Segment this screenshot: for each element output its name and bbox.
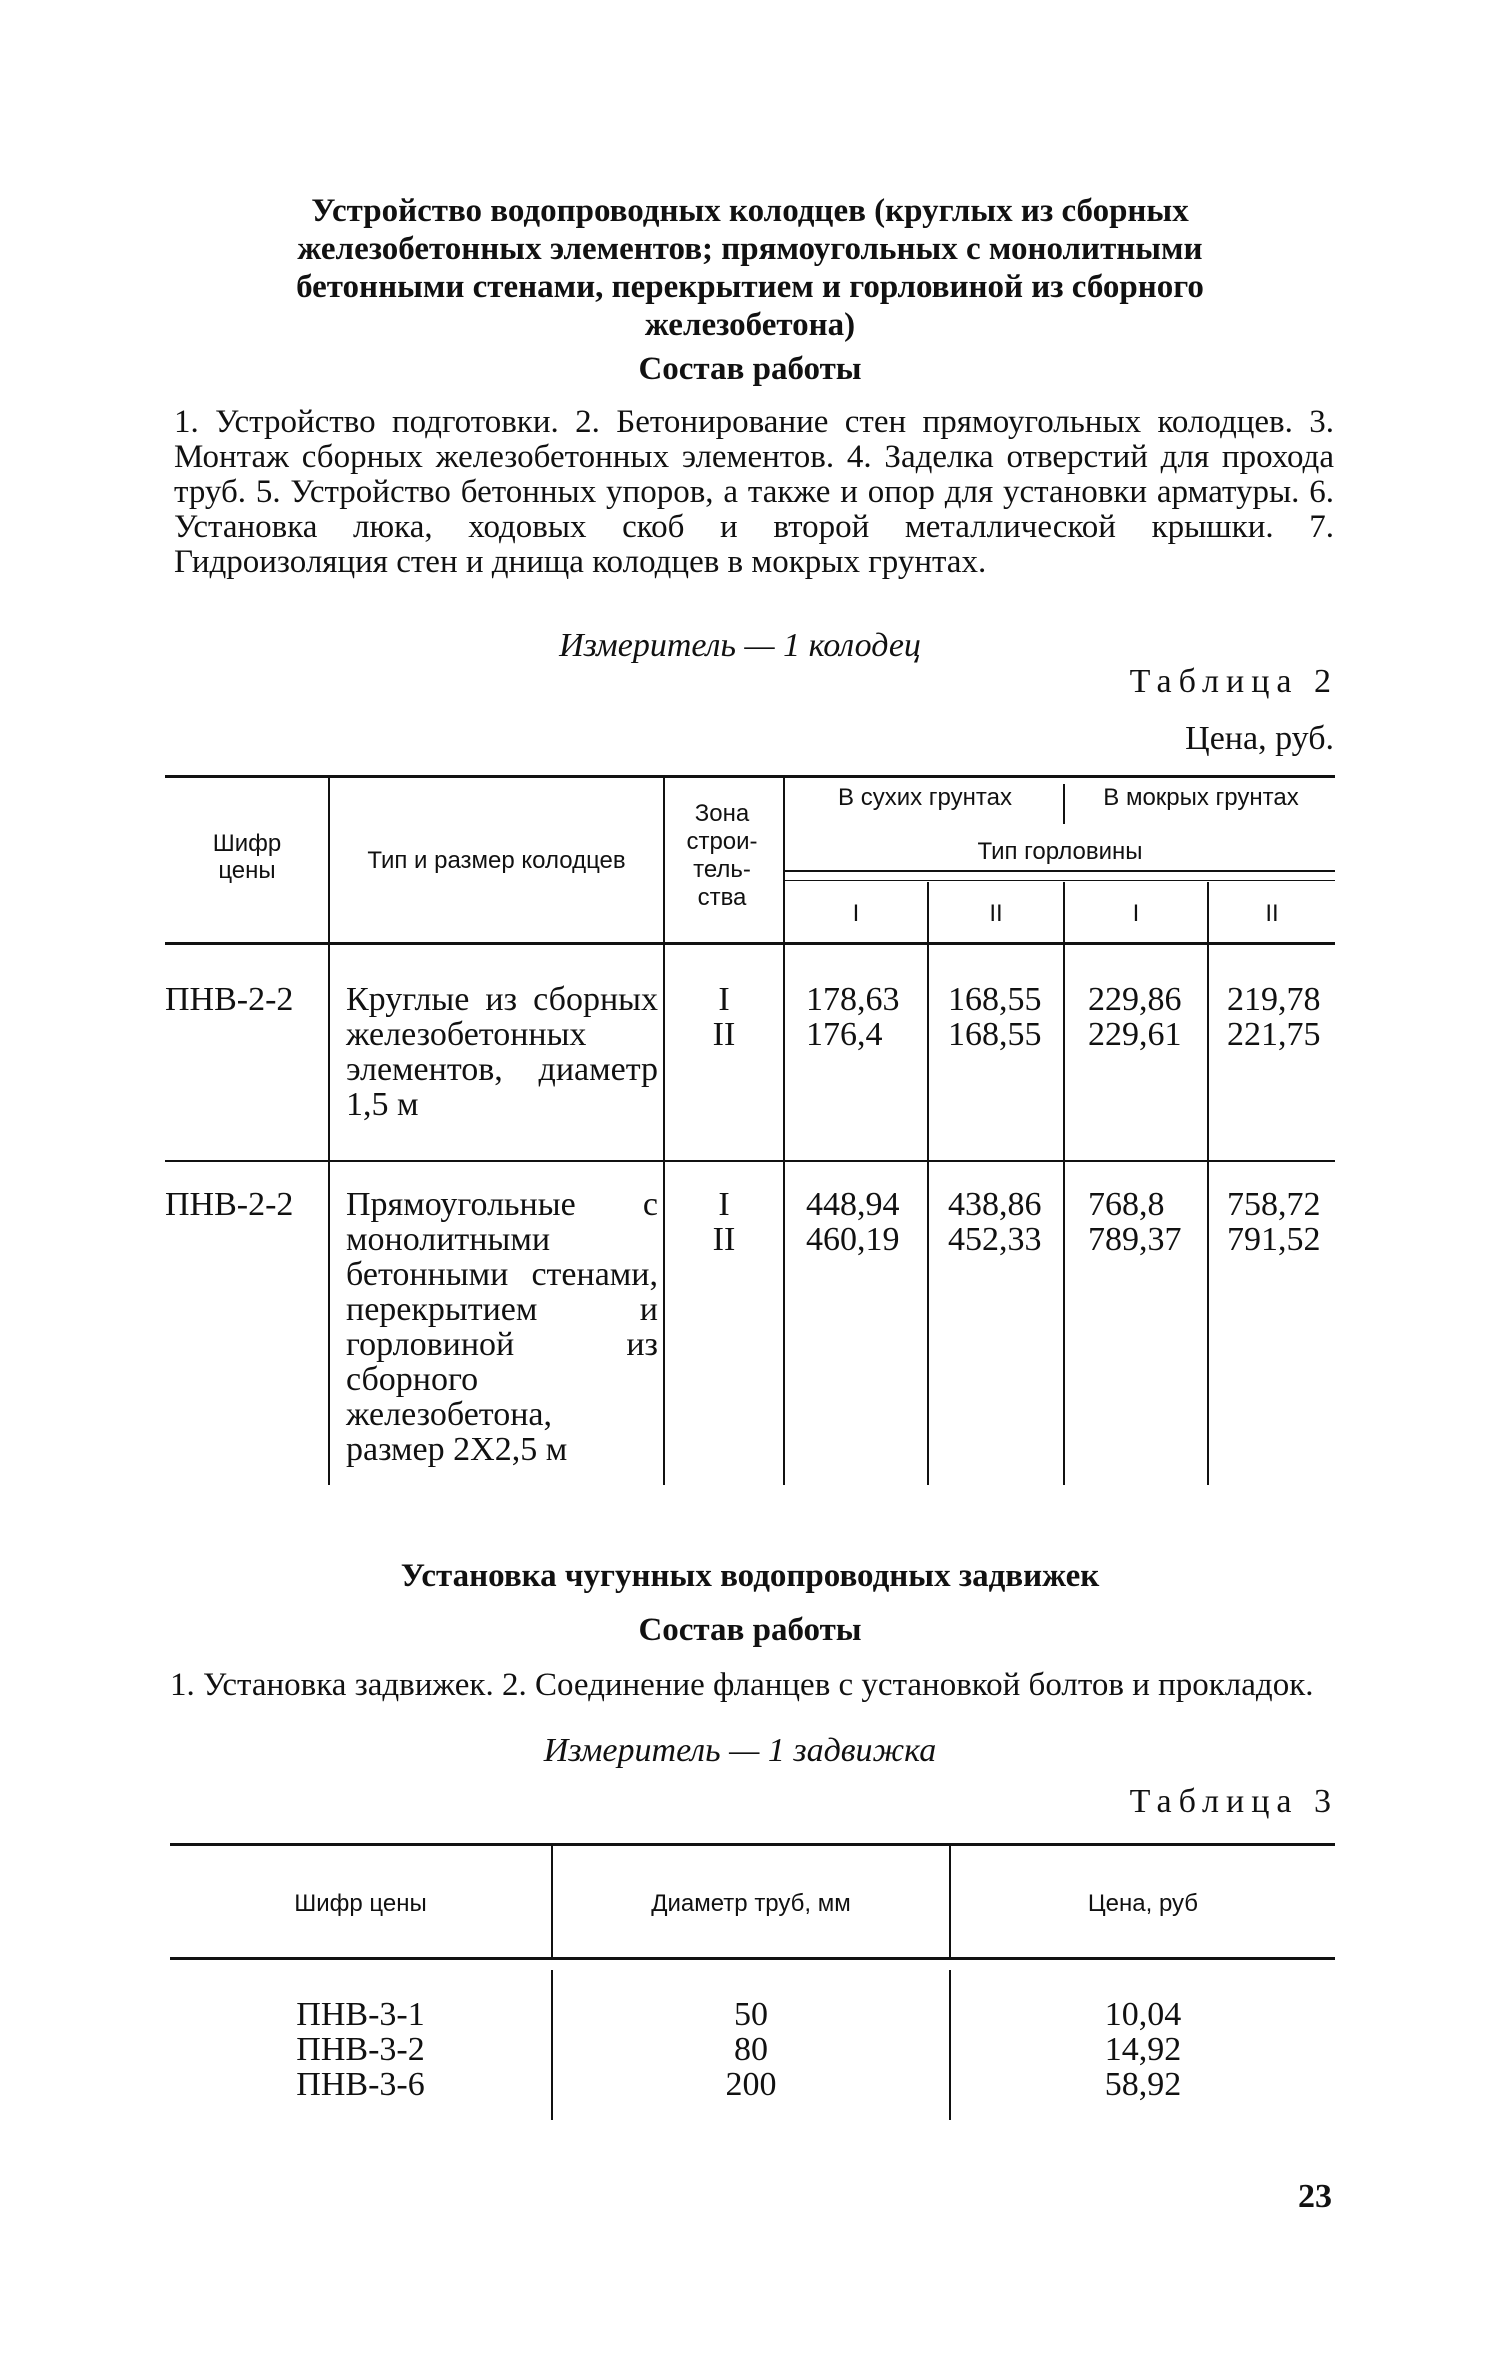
t3-header-diameter: Диаметр труб, мм (651, 1890, 851, 1917)
t2-zone: I (718, 1186, 730, 1223)
t3-code: ПНВ-3-2 (296, 2031, 425, 2068)
t2-header-type: Тип и размер колодцев (367, 847, 626, 874)
t2-value: 460,19 (806, 1221, 900, 1258)
t3-code: ПНВ-3-6 (296, 2066, 425, 2103)
section1-work-text: 1. Устройство подготовки. 2. Бетонирование стен прямоугольных колодцев. 3. Монтаж сборных железобетонных элементов. 4. Заделка отверстий для прохода труб. 5. Устройство бетонных упоров, а также и опор для установки арматуры. 6. Установка люка, ходовых скоб и второй металлической крышки. 7. Гидроизоляция стен и днища колодцев в мокрых грунтах. (174, 404, 1334, 580)
t2-value: 168,55 (948, 1016, 1042, 1053)
t2-value: 791,52 (1227, 1221, 1321, 1258)
t2-value: 221,75 (1227, 1016, 1321, 1053)
t3-price: 10,04 (1104, 1996, 1182, 2033)
t2-row-code: ПНВ-2-2 (165, 981, 294, 1018)
t2-value: 219,78 (1227, 981, 1321, 1018)
table2-label: Таблица 2 (1129, 663, 1338, 700)
t2-zone: I (718, 981, 730, 1018)
t2-neck-type: II (1265, 900, 1279, 927)
t2-value: 176,4 (806, 1016, 883, 1053)
t2-value: 178,63 (806, 981, 900, 1018)
section2-work-text: 1. Установка задвижек. 2. Соединение фланцев с установкой болтов и прокладок. (170, 1667, 1314, 1703)
t2-header-code: Шифр цены (212, 830, 282, 884)
section1-title: Устройство водопроводных колодцев (круглых из сборных железобетонных элементов; прямоугольных с монолитными бетонными стенами, перекрытием и горловиной из сборного железобетона) (296, 193, 1204, 343)
t2-value: 768,8 (1088, 1186, 1165, 1223)
t2-value: 452,33 (948, 1221, 1042, 1258)
section1-work-heading: Состав работы (638, 351, 862, 387)
t3-price: 14,92 (1104, 2031, 1182, 2068)
t3-header-price: Цена, руб (1087, 1890, 1199, 1917)
t2-value: 168,55 (948, 981, 1042, 1018)
t2-neck-type: I (852, 900, 860, 927)
t2-zone: II (712, 1016, 736, 1053)
t3-diameter: 50 (734, 1996, 768, 2033)
t2-row-desc: Круглые из сборных железобетонных элементов, диаметр 1,5 м (346, 981, 658, 1123)
t2-neck-type: I (1132, 900, 1140, 927)
t2-header-neck: Тип горловины (977, 838, 1143, 865)
t2-zone: II (712, 1221, 736, 1258)
t2-neck-type: II (989, 900, 1003, 927)
t3-code: ПНВ-3-1 (296, 1996, 425, 2033)
t2-value: 789,37 (1088, 1221, 1182, 1258)
t2-header-wet: В мокрых грунтах (1103, 784, 1299, 811)
t3-price: 58,92 (1104, 2066, 1182, 2103)
price-label: Цена, руб. (1185, 720, 1334, 757)
section2-title: Установка чугунных водопроводных задвижек (400, 1558, 1100, 1594)
t2-value: 758,72 (1227, 1186, 1321, 1223)
t2-row-desc: Прямоугольные с монолитными бетонными стенами, перекрытием и горловиной из сборного железобетона, размер 2Х2,5 м (346, 1186, 658, 1468)
t2-value: 438,86 (948, 1186, 1042, 1223)
t2-header-zone: Зона строи-тель-ства (686, 800, 758, 911)
page-number: 23 (1298, 2178, 1332, 2215)
t3-diameter: 200 (725, 2066, 777, 2103)
t2-header-dry: В сухих грунтах (838, 784, 1012, 811)
table3-label: Таблица 3 (1129, 1783, 1338, 1820)
t2-value: 448,94 (806, 1186, 900, 1223)
t3-diameter: 80 (734, 2031, 768, 2068)
t2-value: 229,61 (1088, 1016, 1182, 1053)
section2-measure: Измеритель — 1 задвижка (543, 1732, 937, 1769)
section1-measure: Измеритель — 1 колодец (559, 627, 921, 664)
t2-value: 229,86 (1088, 981, 1182, 1018)
section2-work-heading: Состав работы (638, 1612, 862, 1648)
t3-header-code: Шифр цены (294, 1890, 427, 1917)
t2-row-code: ПНВ-2-2 (165, 1186, 294, 1223)
